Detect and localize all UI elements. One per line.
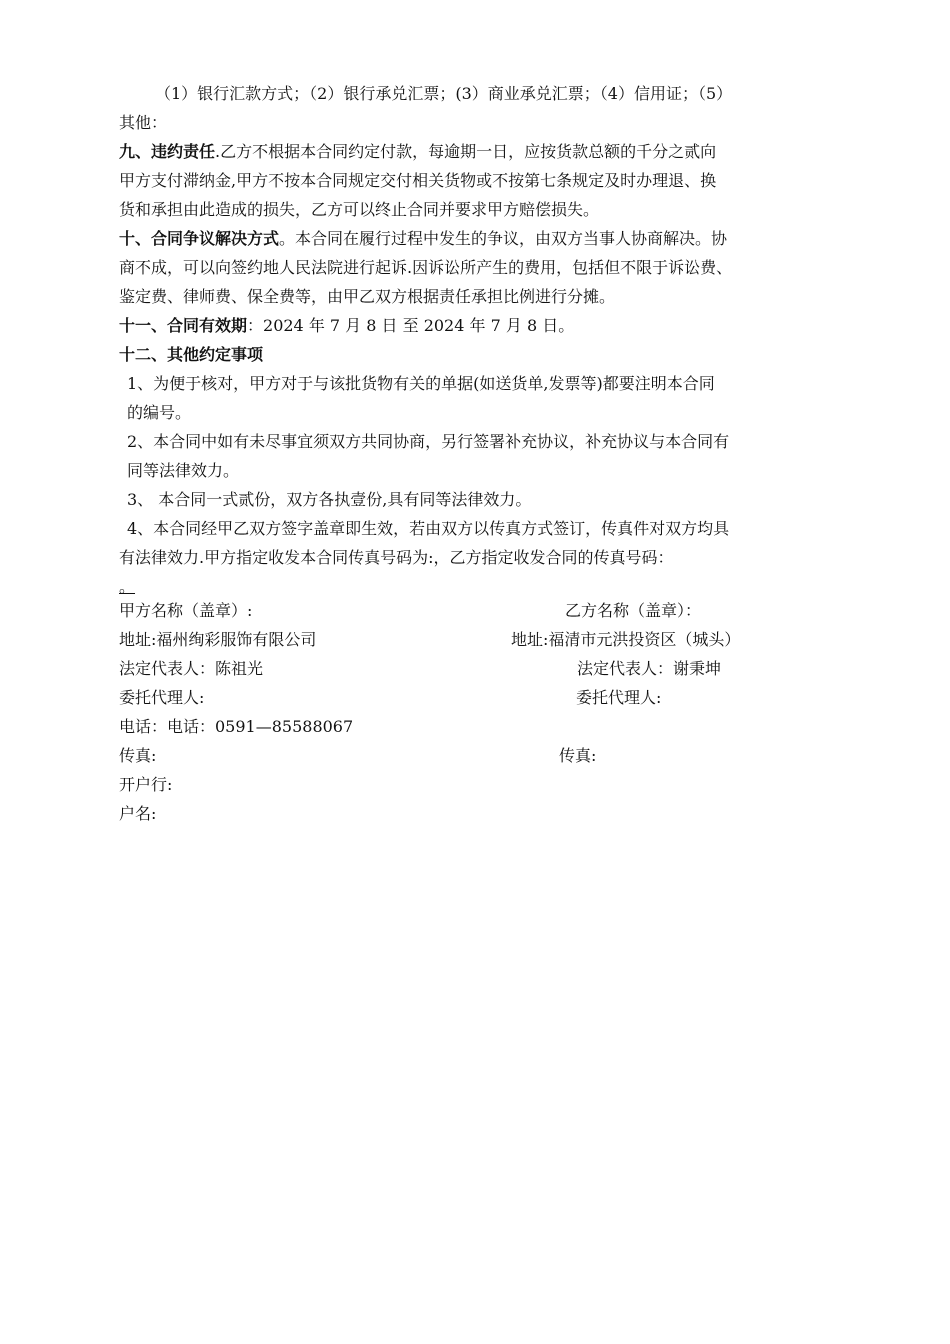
party-a-bank: 开户行: (119, 775, 173, 794)
party-a-account-name: 户名: (119, 804, 157, 823)
party-a-agent: 委托代理人: (119, 688, 205, 707)
article10-line3: 鉴定费、律师费、保全费等，由甲乙双方根据责任承担比例进行分摊。 (119, 287, 616, 306)
article9-heading: 九、违约责任 (119, 142, 216, 161)
party-b-fax: 传真: (559, 746, 597, 765)
article9-line2: 甲方支付滞纳金,甲方不按本合同规定交付相关货物或不按第七条规定及时办理退、换 (119, 171, 717, 190)
article10-line1 (119, 229, 727, 249)
article11-heading: 十一、合同有效期 (119, 316, 248, 335)
article11-text: ：2024 年 7 月 8 日 至 2024 年 7 月 8 日。 (247, 316, 575, 335)
payment-methods-line1: （1）银行汇款方式；（2）银行承兑汇票；(3）商业承兑汇票；（4）信用证；（5） (155, 84, 733, 103)
article12-heading: 十二、其他约定事项 (119, 345, 264, 364)
party-a-phone: 电话：电话：0591—85588067 (119, 717, 354, 736)
payment-methods-line2: 其他： (119, 113, 168, 132)
article12-item2-line2: 同等法律效力。 (127, 461, 240, 480)
party-b-agent: 委托代理人: (576, 688, 662, 707)
article12-item4-line2: 有法律效力.甲方指定收发本合同传真号码为:，乙方指定收发合同的传真号码： (119, 548, 674, 567)
article10-heading: 十、合同争议解决方式 (119, 229, 280, 248)
article12-item3: 3、 本合同一式贰份，双方各执壹份,具有同等法律效力。 (127, 490, 532, 509)
party-b-address: 地址:福清市元洪投资区（城头） (511, 630, 741, 649)
party-b-legal-rep: 法定代表人：谢秉坤 (577, 659, 722, 678)
article10-text1: 。本合同在履行过程中发生的争议，由双方当事人协商解决。协 (279, 229, 728, 248)
article12-item2-line1: 2、本合同中如有未尽事宜须双方共同协商，另行签署补充协议，补充协议与本合同有 (127, 432, 730, 451)
article12-item4-line1: 4、本合同经甲乙双方签字盖章即生效，若由双方以传真方式签订，传真件对双方均具 (127, 519, 730, 538)
article12-item1-line2: 的编号。 (127, 403, 192, 422)
article9-line3: 货和承担由此造成的损失，乙方可以终止合同并要求甲方赔偿损失。 (119, 200, 600, 219)
party-a-fax: 传真: (119, 746, 157, 765)
article9-line1 (119, 142, 716, 162)
article10-line2: 商不成，可以向签约地人民法院进行起诉.因诉讼所产生的费用，包括但不限于诉讼费、 (119, 258, 733, 277)
article11-line (119, 316, 574, 336)
article9-text1: .乙方不根据本合同约定付款，每逾期一日，应按货款总额的千分之贰向 (215, 142, 717, 161)
party-b-name: 乙方名称（盖章）： (565, 601, 702, 620)
party-a-address: 地址:福州绚彩服饰有限公司 (119, 630, 317, 649)
article12-item4-line3: 。 (119, 577, 136, 596)
party-a-name: 甲方名称（盖章）: (119, 601, 253, 620)
party-a-legal-rep: 法定代表人：陈祖光 (119, 659, 264, 678)
article12-item1-line1: 1、为便于核对，甲方对于与该批货物有关的单据(如送货单,发票等)都要注明本合同 (127, 374, 715, 393)
